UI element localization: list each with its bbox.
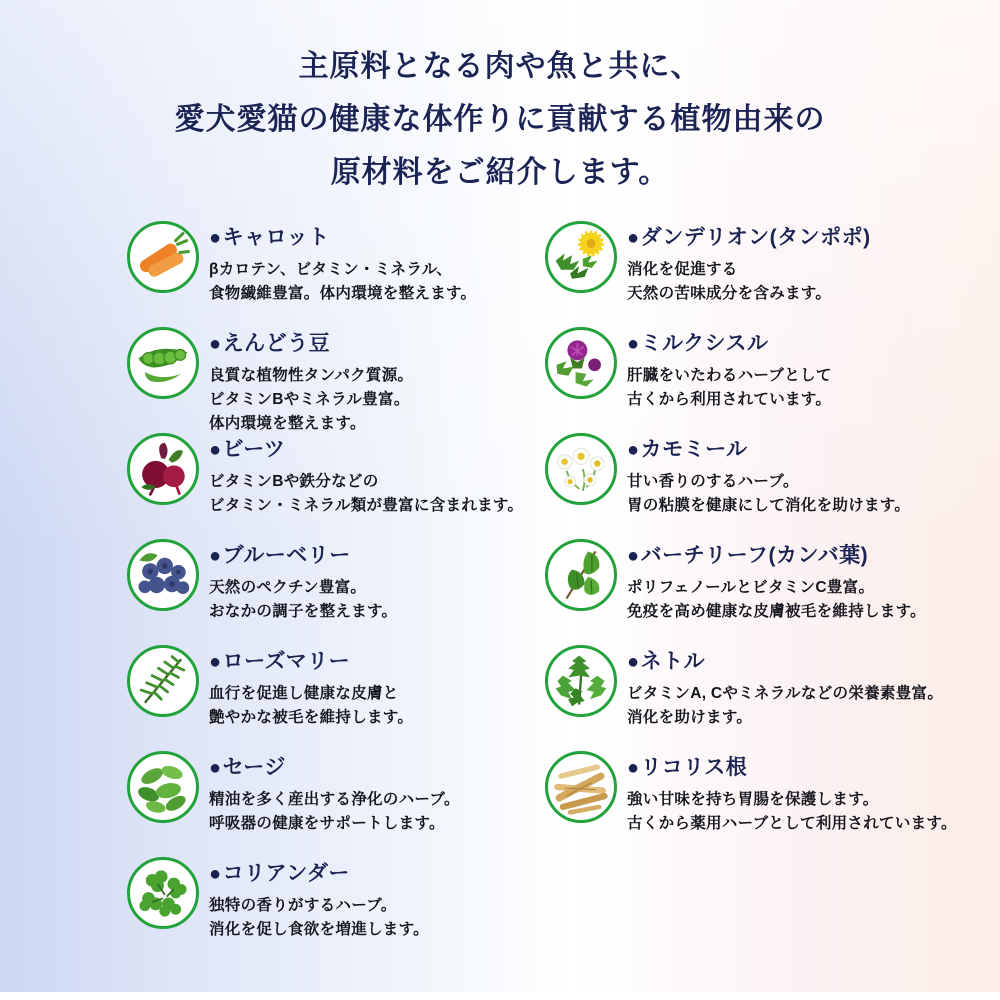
ingredient-name: [209, 221, 476, 251]
ingredient-item: [127, 219, 545, 325]
ingredient-description-line: 甘い香りのするハーブ。: [627, 473, 799, 490]
bullet-icon: ●: [209, 545, 222, 567]
ingredients-column-right: [545, 219, 1000, 961]
ingredient-description-line: おなかの調子を整えます。: [209, 603, 398, 620]
ingredient-description: [209, 470, 523, 518]
bullet-icon: ●: [209, 651, 222, 673]
licorice-root-icon: [545, 751, 617, 823]
ingredients-column-left: [127, 219, 545, 961]
ingredient-name: [627, 751, 957, 781]
ingredient-name-label: リコリス根: [640, 756, 748, 779]
ingredients-section: [0, 219, 1000, 961]
ingredient-description-line: 天然の苦味成分を含みます。: [627, 285, 832, 302]
bullet-icon: ●: [627, 333, 640, 355]
blueberry-icon: [127, 539, 199, 611]
ingredient-description: [209, 788, 460, 836]
ingredient-description-line: 消化を促し食欲を増進します。: [209, 921, 429, 938]
pea-icon: [127, 327, 199, 399]
ingredient-description-line: 食物繊維豊富。体内環境を整えます。: [209, 285, 477, 302]
milk-thistle-icon: [545, 327, 617, 399]
ingredient-text-block: [209, 855, 429, 942]
ingredient-item: [127, 431, 545, 537]
ingredient-item: [127, 855, 545, 961]
ingredient-text-block: [627, 749, 957, 836]
ingredient-description-line: 古くから薬用ハーブとして利用されています。: [627, 815, 957, 832]
ingredient-text-block: [627, 431, 910, 518]
ingredient-text-block: [627, 537, 926, 624]
sage-icon: [127, 751, 199, 823]
ingredient-text-block: [209, 537, 397, 624]
ingredient-description: [627, 576, 926, 624]
bullet-icon: ●: [209, 863, 222, 885]
bullet-icon: ●: [209, 439, 222, 461]
ingredient-description-line: ビタミン・ミネラル類が豊富に含まれます。: [209, 497, 524, 514]
bullet-icon: ●: [627, 227, 640, 249]
ingredient-description-line: 呼吸器の健康をサポートします。: [209, 815, 445, 832]
ingredient-text-block: [209, 749, 460, 836]
ingredient-item: [545, 219, 1000, 325]
ingredient-description-line: 肝臓をいたわるハーブとして: [627, 367, 832, 384]
ingredient-description-line: 精油を多く産出する浄化のハーブ。: [209, 791, 460, 808]
ingredient-name-label: コリアンダー: [222, 862, 350, 885]
rosemary-icon: [127, 645, 199, 717]
ingredient-description: [209, 576, 397, 624]
ingredient-name-label: ローズマリー: [222, 650, 351, 673]
ingredient-description: [627, 364, 832, 412]
ingredient-item: [545, 643, 1000, 749]
bullet-icon: ●: [627, 757, 640, 779]
chamomile-icon: [545, 433, 617, 505]
ingredient-description-line: 艶やかな被毛を維持します。: [209, 709, 414, 726]
carrot-icon: [127, 221, 199, 293]
ingredient-description-line: 天然のペクチン豊富。: [209, 579, 367, 596]
bullet-icon: ●: [627, 545, 640, 567]
ingredient-description-line: 血行を促進し健康な皮膚と: [209, 685, 399, 702]
nettle-icon: [545, 645, 617, 717]
ingredient-item: [127, 325, 545, 431]
ingredient-text-block: [209, 431, 523, 518]
ingredient-name-label: カモミール: [640, 438, 748, 461]
ingredient-description-line: 消化を助けます。: [627, 709, 753, 726]
ingredient-text-block: [209, 643, 413, 730]
ingredient-item: [127, 537, 545, 643]
dandelion-icon: [545, 221, 617, 293]
ingredient-text-block: [209, 219, 476, 306]
page-title-line: 原材料をご紹介します。: [330, 156, 670, 189]
page-title: [0, 0, 1000, 199]
ingredient-description-line: βカロテン、ビタミン・ミネラル、: [209, 261, 453, 278]
ingredient-description-line: ビタミンBやミネラル豊富。: [209, 391, 410, 408]
ingredient-item: [545, 325, 1000, 431]
ingredient-item: [127, 643, 545, 749]
bullet-icon: ●: [627, 651, 640, 673]
ingredient-name: [627, 221, 871, 251]
ingredient-description: [209, 364, 413, 436]
ingredient-description-line: 体内環境を整えます。: [209, 415, 366, 432]
ingredient-description: [627, 258, 871, 306]
ingredient-name-label: ダンデリオン(タンポポ): [640, 226, 871, 249]
ingredient-item: [545, 749, 1000, 855]
page-title-line: 愛犬愛猫の健康な体作りに貢献する植物由来の: [174, 103, 826, 136]
ingredient-name-label: ネトル: [640, 650, 706, 673]
ingredient-name: [627, 539, 926, 569]
ingredient-description: [209, 682, 413, 730]
bullet-icon: ●: [209, 227, 222, 249]
ingredient-description-line: ビタミンBや鉄分などの: [209, 473, 379, 490]
ingredient-name: [209, 857, 429, 887]
ingredient-description-line: 免疫を高め健康な皮膚被毛を維持します。: [627, 603, 926, 620]
page-title-line: 主原料となる肉や魚と共に、: [298, 50, 702, 83]
ingredient-description: [209, 894, 429, 942]
ingredient-description-line: ポリフェノールとビタミンC豊富。: [627, 579, 875, 596]
ingredient-description: [209, 258, 476, 306]
ingredient-text-block: [209, 325, 413, 436]
ingredient-item: [127, 749, 545, 855]
bullet-icon: ●: [627, 439, 640, 461]
ingredient-text-block: [627, 643, 943, 730]
ingredient-item: [545, 537, 1000, 643]
bullet-icon: ●: [209, 757, 222, 779]
ingredient-description-line: ビタミンA, Cやミネラルなどの栄養素豊富。: [627, 685, 944, 702]
ingredient-item: [545, 431, 1000, 537]
ingredient-text-block: [627, 325, 832, 412]
coriander-icon: [127, 857, 199, 929]
ingredient-description: [627, 788, 957, 836]
ingredient-description-line: 古くから利用されています。: [627, 391, 832, 408]
ingredient-name-label: ブルーベリー: [222, 544, 351, 567]
ingredient-description-line: 胃の粘膜を健康にして消化を助けます。: [627, 497, 911, 514]
ingredient-name: [209, 433, 523, 463]
ingredient-name: [627, 433, 910, 463]
ingredient-name-label: ミルクシスル: [640, 332, 769, 355]
ingredient-description-line: 強い甘味を持ち胃腸を保護します。: [627, 791, 879, 808]
ingredient-description-line: 消化を促進する: [627, 261, 738, 278]
ingredient-description: [627, 682, 943, 730]
ingredient-name: [209, 645, 413, 675]
ingredient-name: [627, 327, 832, 357]
ingredient-description-line: 良質な植物性タンパク質源。: [209, 367, 414, 384]
ingredient-name: [209, 539, 397, 569]
ingredient-name-label: えんどう豆: [222, 332, 331, 355]
bullet-icon: ●: [209, 333, 222, 355]
ingredient-name-label: セージ: [222, 756, 286, 779]
ingredient-description-line: 独特の香りがするハーブ。: [209, 897, 397, 914]
ingredient-name: [209, 327, 413, 357]
ingredient-name-label: キャロット: [222, 226, 330, 249]
ingredient-name-label: ビーツ: [222, 438, 286, 461]
ingredient-name: [627, 645, 943, 675]
birch-leaf-icon: [545, 539, 617, 611]
ingredient-description: [627, 470, 910, 518]
ingredient-name: [209, 751, 460, 781]
beet-icon: [127, 433, 199, 505]
ingredient-name-label: バーチリーフ(カンバ葉): [640, 544, 869, 567]
ingredient-text-block: [627, 219, 871, 306]
bottom-white-strip: [0, 992, 1000, 1000]
